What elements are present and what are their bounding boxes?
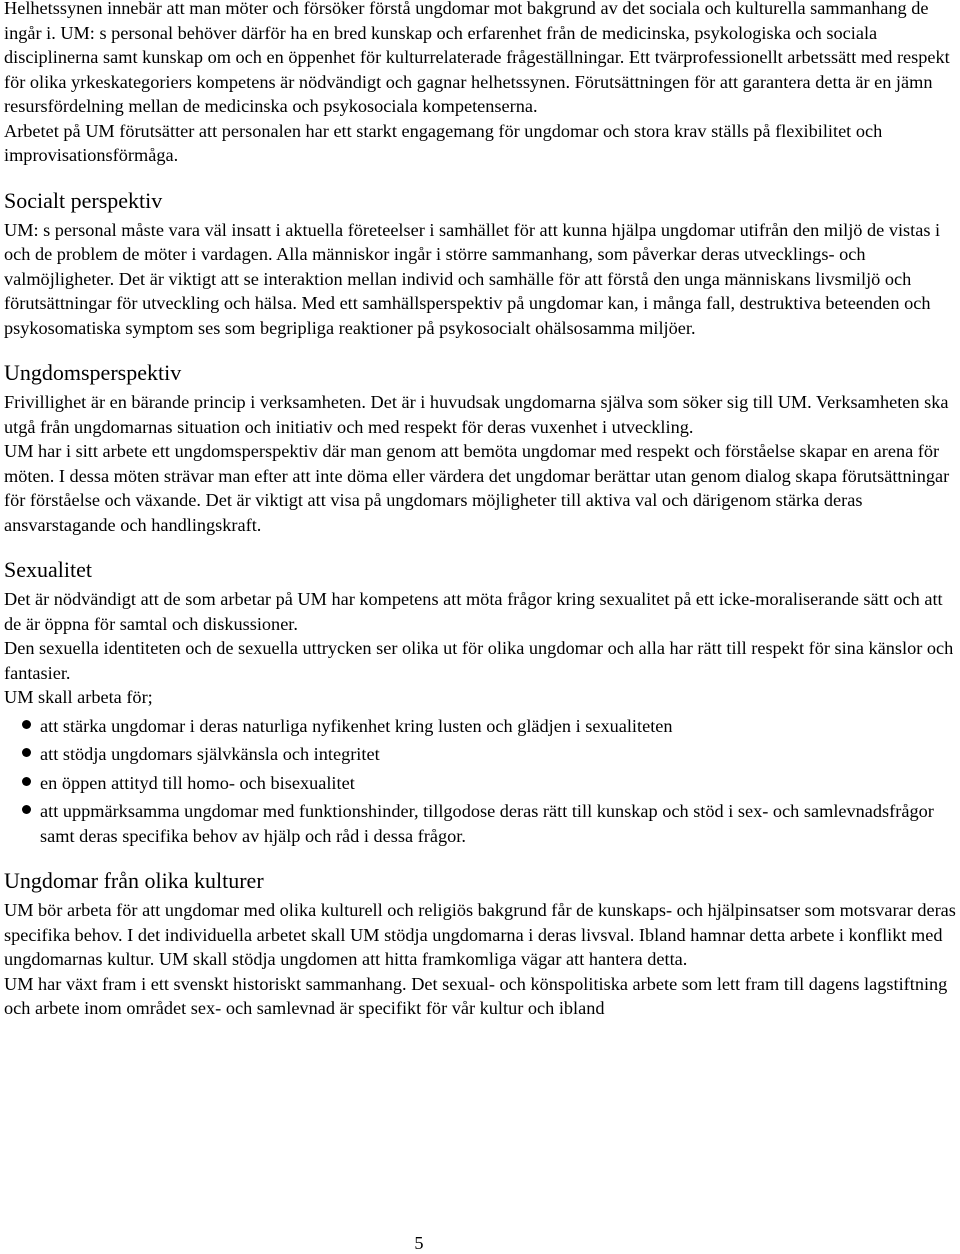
section-youth (0, 360, 960, 537)
list-item (22, 799, 960, 848)
section-cultures (0, 868, 960, 1021)
section-paragraph: UM bör arbeta för att ungdomar med olika kulturell och religiös bakgrund får de kunskaps- och hjälpinsatser som motsvarar deras specifika behov. I det individuella arbetet skall UM stödja ungdomarna i deras livsval. Ibland hamnar detta arbete i konflikt med ungdomarnas kultur. UM skall stödja ungdomen att hitta framkomliga vägar att hantera detta. (4, 900, 956, 969)
bullet-icon (22, 720, 31, 729)
bullet-icon (22, 805, 31, 814)
list-item (22, 742, 960, 767)
section-paragraph: Den sexuella identiteten och de sexuella uttrycken ser olika ut för olika ungdomar och alla har rätt till respekt för sina känslor och fantasier. (4, 638, 954, 683)
bullet-list (0, 714, 960, 849)
section-heading: Sexualitet (4, 557, 92, 582)
section-sexuality (0, 557, 960, 848)
list-item-text: att stödja ungdomars självkänsla och integritet (40, 744, 380, 764)
section-heading: Socialt perspektiv (4, 187, 163, 213)
section-paragraph: UM skall arbeta för; (4, 687, 153, 707)
bullet-icon (22, 748, 31, 757)
section-heading: Ungdomar från olika kulturer (4, 868, 264, 893)
section-paragraph: UM har i sitt arbete ett ungdomsperspektiv där man genom att bemöta ungdomar med respekt och förståelse skapar en arena för möten. I dessa möten strävar man efter att inte döma eller värdera det ungdomar berättar utan genom dialog skapa förutsättningar för förståelse och växande. Det är viktigt att visa på ungdomars möjligheter till aktiva val och därigenom stärka deras ansvarstagande och handlingskraft. (4, 441, 950, 535)
intro-block (0, 0, 960, 168)
page-number: 5 (414, 1233, 424, 1253)
section-paragraph: Det är nödvändigt att de som arbetar på UM har kompetens att möta frågor kring sexualitet på ett icke-moraliserande sätt och att de är öppna för samtal och diskussioner. (4, 589, 943, 634)
intro-paragraph: Helhetssynen innebär att man möter och försöker förstå ungdomar mot bakgrund av det sociala och kulturella sammanhang de ingår i. UM: s personal behöver därför ha en bred kunskap och erfarenhet från de medicinska, psykologiska och sociala disciplinerna samt kunskap om och en öppenhet för kulturrelaterade frågeställningar. Ett tvärprofessionellt arbetssätt med respekt för olika yrkeskategoriers kompetens är nödvändigt och gagnar helhetssynen. Förutsättningen för att garantera detta är en jämn resursfördelning mellan de medicinska och psykosociala kompetenserna. (4, 0, 950, 116)
section-social (0, 188, 960, 341)
list-item-text: en öppen attityd till homo- och bisexualitet (40, 772, 355, 793)
section-heading: Ungdomsperspektiv (4, 360, 182, 385)
section-paragraph: UM: s personal måste vara väl insatt i aktuella företeelser i samhället för att kunna hjälpa ungdomar utifrån den miljö de vistas i och de problem de möter i vardagen. Alla människor ingår i större sammanhang, som påverkar deras utvecklings- och valmöjligheter. Det är viktigt att se interaktion mellan individ och samhälle för att förstå den unga människans livsmiljö och förutsättningar för utveckling och hälsa. Med ett samhällsperspektiv på ungdomar kan, i många fall, destruktiva beteenden och psykosomatiska symptom ses som begripliga reaktioner på psykosocialt ohälsosamma miljöer. (4, 219, 941, 338)
bullet-icon (22, 777, 31, 786)
list-item-text: att stärka ungdomar i deras naturliga nyfikenhet kring lusten och glädjen i sexualiteten (40, 715, 673, 736)
list-item-text: att uppmärksamma ungdomar med funktionshinder, tillgodose deras rätt till kunskap och stöd i sex- och samlevnadsfrågor samt deras specifika behov av hjälp och råd i dessa frågor. (40, 801, 934, 846)
section-paragraph: Frivillighet är en bärande princip i verksamheten. Det är i huvudsak ungdomarna själva som söker sig till UM. Verksamheten ska utgå från ungdomarnas situation och initiativ och med respekt för deras vuxenhet i utveckling. (4, 392, 949, 437)
list-item (22, 714, 960, 739)
intro-paragraph: Arbetet på UM förutsätter att personalen har ett starkt engagemang för ungdomar och stora krav ställs på flexibilitet och improvisationsförmåga. (4, 120, 883, 165)
list-item (22, 771, 960, 796)
section-paragraph: UM har växt fram i ett svenskt historiskt sammanhang. Det sexual- och könspolitiska arbete som lett fram till dagens lagstiftning och arbete inom området sex- och samlevnad är specifikt för vår kultur och ibland (4, 973, 948, 1018)
